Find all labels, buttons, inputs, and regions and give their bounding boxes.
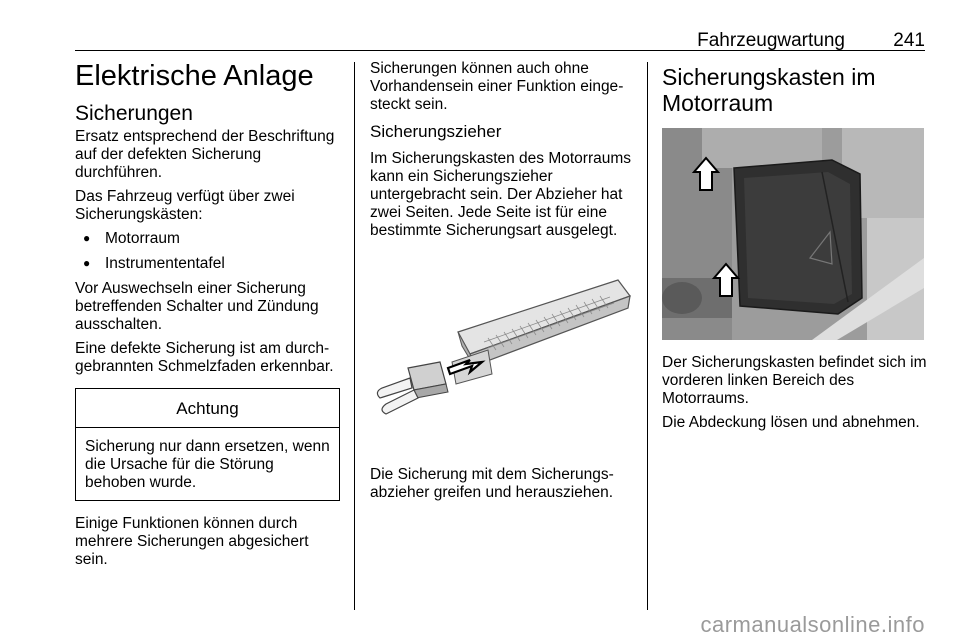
paragraph: Vor Auswechseln einer Sicherung betreffenden Schalter und Zündung ausschalten. <box>75 280 319 333</box>
section-heading: Elektrische Anlage <box>75 60 314 92</box>
page-number: 241 <box>893 30 925 51</box>
paragraph: Einige Funktionen können durch mehrere Sicherungen abgesichert sein. <box>75 515 309 568</box>
subsection-heading: Sicherungen <box>75 102 193 125</box>
paragraph: Das Fahrzeug verfügt über zwei Sicherungskästen: <box>75 188 295 223</box>
column-1 <box>75 60 340 575</box>
bullet-list <box>75 230 340 273</box>
running-title: Fahrzeugwartung <box>697 30 845 51</box>
warning-box <box>75 388 340 501</box>
paragraph: Sicherungen können auch ohne Vorhandensein einer Funktion eingesteckt sein. <box>370 60 624 113</box>
header-rule <box>75 50 925 51</box>
engine-fusebox-photo <box>662 128 924 340</box>
list-item: ● Instrumententafel <box>75 255 340 273</box>
paragraph: Im Sicherungskasten des Motorraums kann ein Sicherungszieher untergebracht sein. Der Abzieher hat zwei Seiten. Jede Seite ist für eine bestimmte Sicherungsart ausgelegt. <box>370 150 632 239</box>
column-3 <box>662 60 927 438</box>
warning-title: Achtung <box>76 389 339 428</box>
paragraph: Die Abdeckung lösen und abnehmen. <box>662 414 920 431</box>
paragraph: Eine defekte Sicherung ist am durchgebrannten Schmelzfaden erkennbar. <box>75 340 334 375</box>
column-divider-1 <box>354 62 355 610</box>
section-heading: Sicherungskasten im Motorraum <box>662 64 876 116</box>
warning-text: Sicherung nur dann ersetzen, wenn die Ursache für die Störung behoben wurde. <box>85 438 330 491</box>
column-2 <box>370 60 635 508</box>
subsection-heading: Sicherungszieher <box>370 122 502 141</box>
fuse-puller-illustration <box>370 270 632 440</box>
figure-caption: Die Sicherung mit dem Sicherungsabzieher greifen und herausziehen. <box>370 466 614 501</box>
page-header <box>75 0 925 52</box>
paragraph: Der Sicherungskasten befindet sich im vorderen linken Bereich des Motorraums. <box>662 354 927 407</box>
column-divider-2 <box>647 62 648 610</box>
list-item: ● Motorraum <box>75 230 340 248</box>
paragraph: Ersatz entsprechend der Beschriftung auf der defekten Sicherung durchführen. <box>75 128 335 181</box>
watermark: carmanualsonline.info <box>700 612 925 637</box>
